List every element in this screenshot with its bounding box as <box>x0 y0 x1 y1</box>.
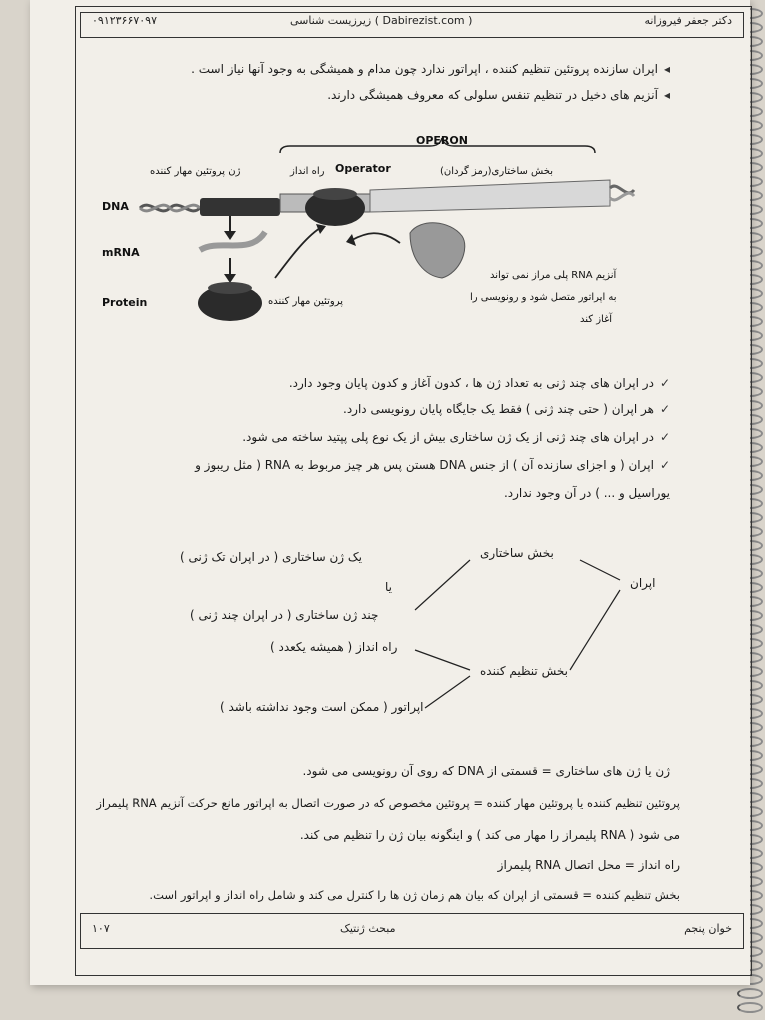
document-page <box>30 0 750 985</box>
arrow-bullet-icon: ◂ <box>663 88 670 102</box>
tree-one-gene: یک ژن ساختاری ( در اپران تک ژنی ) <box>180 550 362 564</box>
bullet-line-5: یوراسیل و ... ) در آن وجود ندارد. <box>503 486 670 500</box>
arrow-bullet-icon: ◂ <box>663 62 670 76</box>
footer-brand: خوان پنجم <box>684 922 732 935</box>
promoter-label: راه انداز <box>290 166 325 177</box>
def-line-4: راه انداز = محل اتصال RNA پلیمراز <box>497 858 680 872</box>
tree-multi-gene: چند ژن ساختاری ( در اپران چند ژنی ) <box>190 608 379 622</box>
tree-or: یا <box>385 580 392 594</box>
structural-label: بخش ساختاری(رمز گردان) <box>440 166 554 177</box>
header-site: زیرزیست شناسی ( Dabirezist.com ) <box>290 14 473 27</box>
def-line-2: پروتئین تنظیم کننده یا پروتئین مهار کننده = پروتئین مخصوص که در صورت اتصال به اپراتور مانع حرکت آنزیم RNA پلیمراز <box>96 796 680 810</box>
tree-operator: اپراتور ( ممکن است وجود نداشته باشد ) <box>220 700 424 714</box>
polymerase-note-1: آنزیم RNA پلی مراز نمی تواند <box>490 270 617 281</box>
operator-label: Operator <box>335 162 391 175</box>
header-phone: ۰۹۱۲۳۶۶۷۰۹۷ <box>92 14 157 27</box>
tree-regulatory: بخش تنظیم کننده <box>480 664 568 678</box>
footer-box <box>80 913 744 949</box>
repressor-label: پروتئین مهار کننده <box>268 296 344 307</box>
mrna-label: mRNA <box>102 246 140 259</box>
binding-ring <box>737 1002 763 1013</box>
bullet-line-4: ✓اپران ( و اجزای سازنده آن ) از جنس DNA هستن پس هر چیز مربوط به RNA ( مثل ریبوز و <box>195 458 670 472</box>
check-bullet-icon: ✓ <box>659 402 670 416</box>
check-bullet-icon: ✓ <box>659 430 670 444</box>
check-bullet-icon: ✓ <box>659 458 670 472</box>
dna-label: DNA <box>102 200 129 213</box>
intro-line-1: ◂اپران سازنده پروتئین تنظیم کننده ، اپراتور ندارد چون مدام و همیشگی به وجود آنها نیاز است . <box>191 62 670 76</box>
def-line-1: ژن یا ژن های ساختاری = قسمتی از DNA که روی آن رونویسی می شود. <box>302 764 670 778</box>
binding-ring <box>737 988 763 999</box>
intro-line-2: ◂آنزیم های دخیل در تنظیم تنفس سلولی که معروف همیشگی دارند. <box>327 88 670 102</box>
def-line-3: می شود ( RNA پلیمراز را مهار می کند ) و اینگونه بیان ژن را تنظیم می کند. <box>299 828 680 842</box>
polymerase-note-3: آغاز کند <box>580 314 613 325</box>
operon-label: OPERON <box>416 134 468 147</box>
def-line-5: بخش تنظیم کننده = قسمتی از اپران که بیان هم زمان ژن ها را کنترل می کند و شامل راه انداز و اپراتور است. <box>149 888 680 902</box>
bullet-line-1: ✓در اپران های چند ژنی به تعداد ژن ها ، کدون آغاز و کدون پایان وجود دارد. <box>288 376 670 390</box>
footer-chapter: مبحث ژنتیک <box>340 922 396 935</box>
operon-diagram <box>90 128 670 338</box>
bullet-line-3: ✓در اپران های چند ژنی از یک ژن ساختاری بیش از یک نوع پلی پپتید ساخته می شود. <box>242 430 670 444</box>
bullet-line-2: ✓هر اپران ( حتی چند ژنی ) فقط یک جایگاه پایان رونویسی دارد. <box>343 402 670 416</box>
check-bullet-icon: ✓ <box>659 376 670 390</box>
operon-illustration <box>90 128 670 338</box>
tree-structural: بخش ساختاری <box>480 546 554 560</box>
tree-promoter: راه انداز ( همیشه یکعدد ) <box>270 640 398 654</box>
header-author: دکتر جعفر فیروزانه <box>644 14 732 27</box>
tree-root: اپران <box>630 576 656 590</box>
protein-label: Protein <box>102 296 148 309</box>
polymerase-note-2: به اپراتور متصل شود و رونویسی را <box>470 292 617 303</box>
footer-page: ۱۰۷ <box>92 922 110 935</box>
gene-label: ژن پروتئین مهار کننده <box>150 166 241 177</box>
